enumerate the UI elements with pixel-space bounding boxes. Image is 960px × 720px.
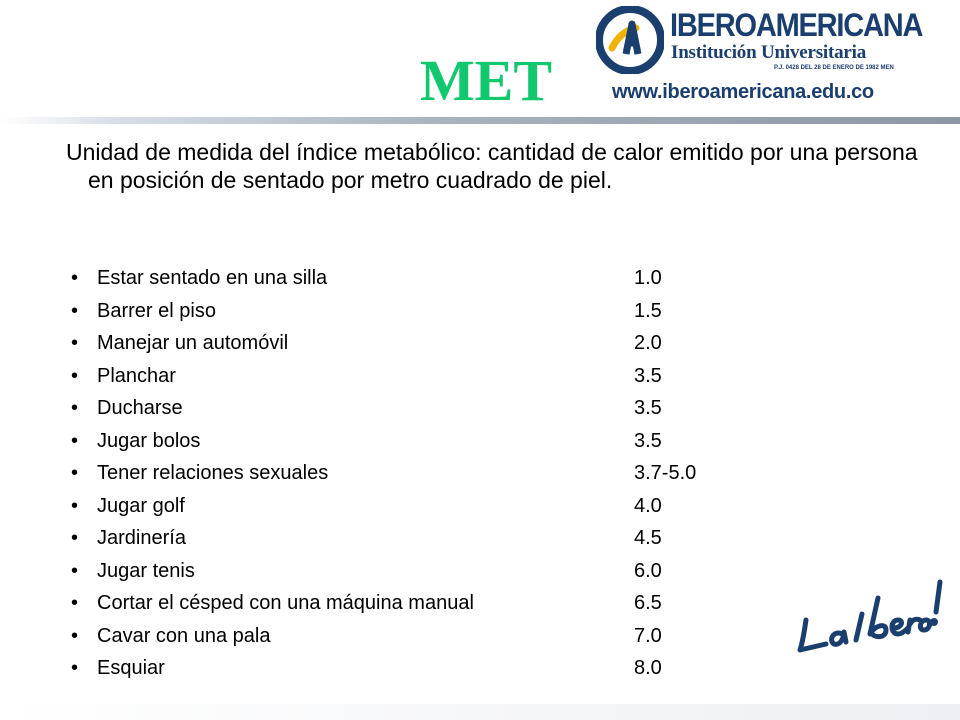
activity-name: Cavar con una pala (97, 624, 271, 647)
bullet-icon: • (71, 299, 79, 322)
activity-item (0, 490, 760, 522)
la-ibero-signature (792, 568, 952, 668)
logo-legal-text: P.J. 0428 DEL 28 DE ENERO DE 1982 MEN (774, 65, 894, 71)
activity-item (0, 425, 760, 457)
met-value: 7.0 (634, 624, 662, 647)
activity-name: Ducharse (97, 397, 183, 419)
bullet-icon: • (71, 559, 79, 582)
met-value: 3.5 (634, 397, 662, 419)
bullet-icon: • (71, 462, 79, 484)
bullet-icon: • (71, 624, 79, 647)
activity-item (0, 587, 760, 619)
met-value: 3.5 (634, 429, 662, 452)
bullet-icon: • (71, 397, 79, 419)
activity-name: Barrer el piso (97, 299, 216, 322)
activity-item (0, 295, 760, 327)
activity-item (0, 392, 760, 424)
met-value: 2.0 (634, 332, 662, 354)
activity-name: Jugar bolos (97, 429, 201, 452)
intro-paragraph: Unidad de medida del índice metabólico: cantidad de calor emitido por una persona en posición de sentado por metro cuadrado de piel. (66, 139, 918, 193)
met-value: 6.5 (634, 592, 662, 614)
met-value: 1.5 (634, 299, 662, 322)
activity-name: Jugar tenis (97, 559, 195, 582)
activity-name: Tener relaciones sexuales (97, 462, 329, 484)
met-value: 6.0 (634, 559, 662, 582)
bullet-icon: • (71, 592, 79, 614)
met-value: 3.7-5.0 (634, 462, 697, 484)
activity-item (0, 620, 760, 652)
met-value: 8.0 (634, 657, 662, 679)
logo-subtitle: Institución Universitaria (671, 42, 867, 63)
bullet-icon: • (71, 657, 79, 679)
signature-icon (792, 568, 952, 668)
met-value: 4.0 (634, 494, 662, 517)
website-url[interactable]: www.iberoamericana.edu.co (612, 81, 874, 103)
activity-name: Manejar un automóvil (97, 332, 289, 354)
met-value: 3.5 (634, 364, 662, 387)
header-divider (0, 117, 960, 124)
activity-item (0, 522, 760, 554)
activity-item (0, 360, 760, 392)
bullet-icon: • (71, 527, 79, 549)
activity-name: Jardinería (97, 527, 186, 549)
activity-name: Cortar el césped con una máquina manual (97, 592, 474, 614)
bullet-icon: • (71, 494, 79, 517)
activity-item (0, 555, 760, 587)
activity-item (0, 327, 760, 359)
activity-name: Jugar golf (97, 494, 185, 517)
bullet-icon: • (71, 429, 79, 452)
met-value: 4.5 (634, 527, 662, 549)
bullet-icon: • (71, 267, 79, 289)
activity-item (0, 262, 760, 294)
activity-name: Estar sentado en una silla (97, 267, 328, 289)
bullet-icon: • (71, 364, 79, 387)
activity-name: Esquiar (97, 657, 165, 679)
slide-title: MET (419, 48, 553, 113)
activity-name: Planchar (97, 364, 176, 387)
met-value: 1.0 (634, 267, 662, 289)
logo-name: IBEROAMERICANA (670, 8, 923, 44)
activity-item (0, 652, 760, 684)
activity-item (0, 457, 760, 489)
bullet-icon: • (71, 332, 79, 354)
footer-band (0, 704, 960, 720)
